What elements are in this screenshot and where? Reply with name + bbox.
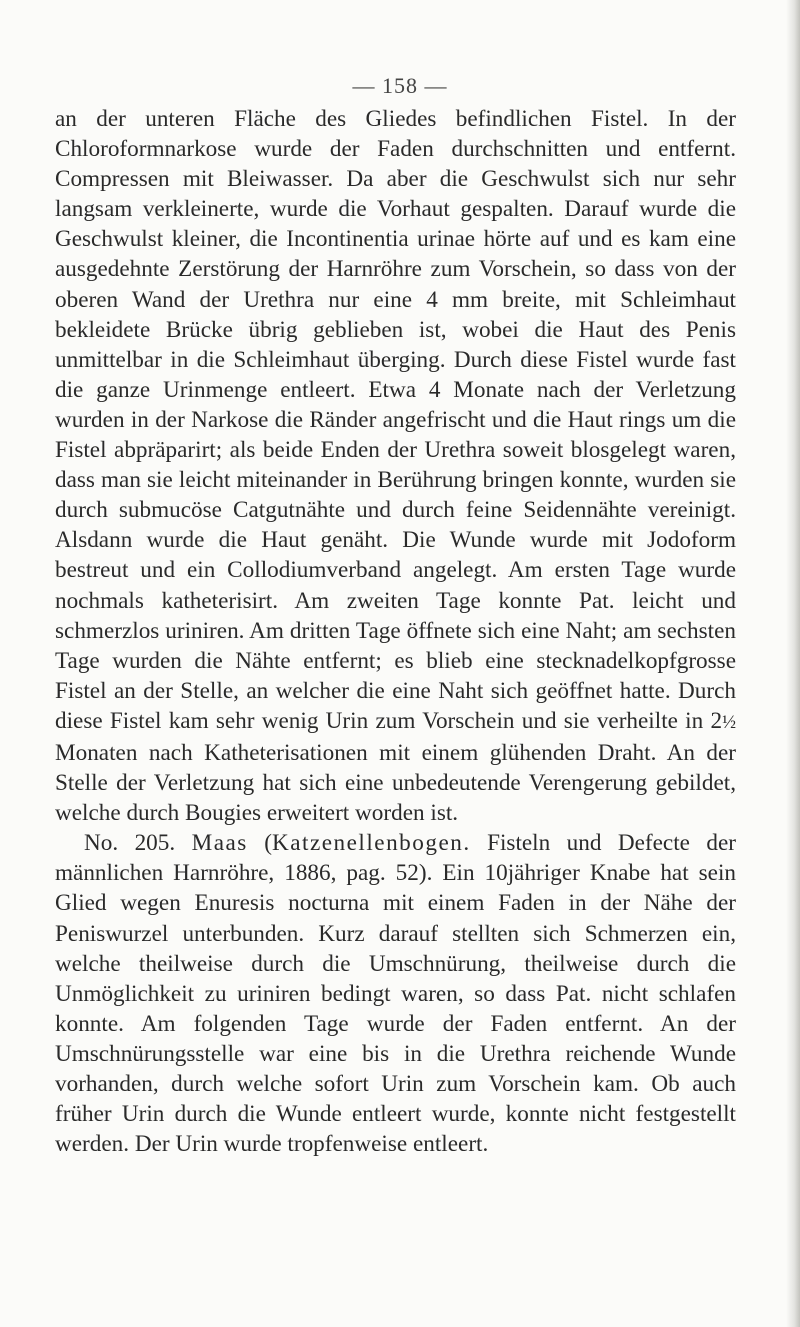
citation-open: ( bbox=[247, 830, 272, 857]
case-number: No. 205. bbox=[84, 830, 192, 857]
paragraph-2 bbox=[55, 828, 736, 1159]
page-edge-shadow bbox=[786, 0, 800, 1327]
paragraph-2-text: Fisteln und Defecte der männlichen Harnröhre, 1886, pag. 52). Ein 10jähriger Knabe hat sein Glied wegen Enuresis nocturna mit einem Faden in der Nähe der Peniswurzel unterbunden. Kurz darauf stellten sich Schmerzen ein, welche theilweise durch die Umschnürung, theilweise durch die Unmöglichkeit zu uriniren bedingt waren, so dass Pat. nicht schlafen konnte. Am folgenden Tage wurde der Faden entfernt. An der Umschnürungsstelle war eine bis in die Urethra reichende Wunde vorhanden, durch welche sofort Urin zum Vorschein kam. Ob auch früher Urin durch die Wunde entleert wurde, konnte nicht festgestellt werden. Der Urin wurde tropfenweise entleert. bbox=[55, 830, 736, 1158]
cited-author: Katzenellenbogen. bbox=[271, 830, 471, 857]
paragraph-1 bbox=[55, 104, 736, 828]
body-text bbox=[55, 104, 736, 1159]
paragraph-1-end: Monaten nach Katheterisationen mit einem glühenden Draht. An der Stelle der Verletzung hat sich eine unbedeutende Verengerung gebildet, welche durch Bougies erweitert worden ist. bbox=[55, 739, 736, 827]
fraction: ½ bbox=[722, 711, 736, 733]
paragraph-1-text: an der unteren Fläche des Gliedes befindlichen Fistel. In der Chloroformnarkose wurde der Faden durchschnitten und entfernt. Compressen mit Bleiwasser. Da aber die Geschwulst sich nur sehr langsam verkleinerte, wurde die Vorhaut gespalten. Darauf wurde die Geschwulst kleiner, die Incontinentia urinae hörte auf und es kam eine ausgedehnte Zerstörung der Harnröhre zum Vorschein, so dass von der oberen Wand der Urethra nur eine 4 mm breite, mit Schleimhaut bekleidete Brücke übrig geblieben ist, wobei die Haut des Penis unmittelbar in die Schleimhaut überging. Durch diese Fistel wurde fast die ganze Urinmenge entleert. Etwa 4 Monate nach der Verletzung wurden in der Narkose die Ränder angefrischt und die Haut rings um die Fistel abpräparirt; als beide Enden der Urethra soweit blosgelegt waren, dass man sie leicht miteinander in Berührung bringen konnte, wurden sie durch submucöse Catgutnähte und durch feine Seidennähte vereinigt. Alsdann wurde die Haut genäht. Die Wunde wurde mit Jodoform bestreut und ein Collodiumverband angelegt. Am ersten Tage wurde nochmals katheterisirt. Am zweiten Tage konnte Pat. leicht und schmerzlos uriniren. Am dritten Tage öffnete sich eine Naht; am sechsten Tage wurden die Nähte entfernt; es blieb eine stecknadelkopfgrosse Fistel an der Stelle, an welcher die eine Naht sich geöffnet hatte. Durch diese Fistel kam sehr wenig Urin zum Vorschein und sie verheilte in 2 bbox=[55, 106, 736, 734]
case-author: Maas bbox=[191, 830, 248, 857]
page-number: — 158 — bbox=[352, 73, 448, 98]
